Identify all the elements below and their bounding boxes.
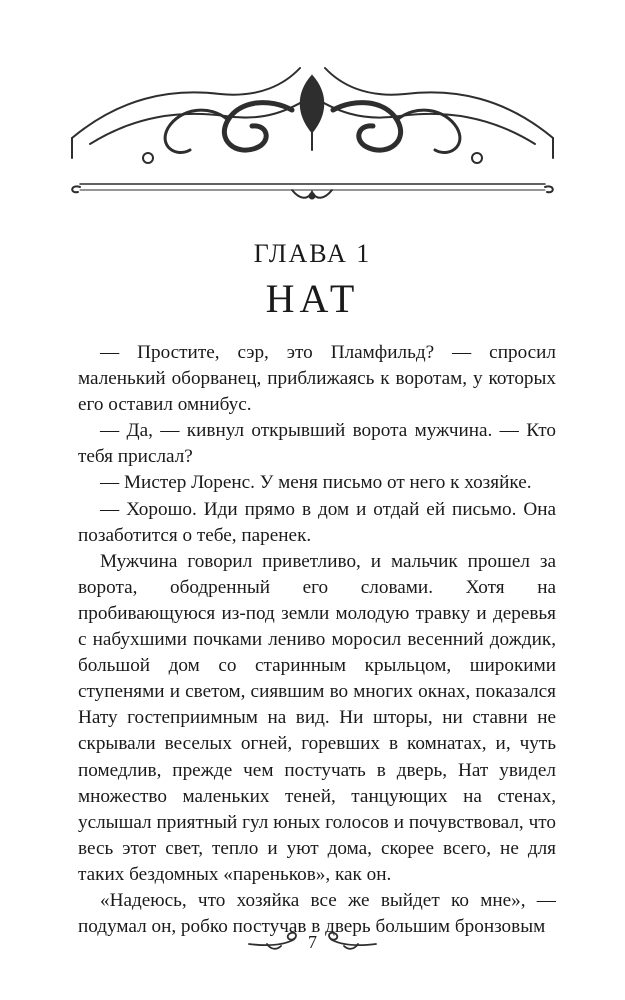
chapter-title: НАТ xyxy=(265,276,360,321)
paragraph: Мужчина говорил приветливо, и мальчик прошел за ворота, ободренный его словами. Хотя на пробивающуюся из-под земли молодую травку и деревья с набухшими почками лениво моросил весенний дождик, большой дом со старинным крыльцом, широкими ступенями и светом, сиявшим во многих окнах, показался Нату гостеприимным на вид. Ни шторы, ни ставни не скрывали веселых огней, горевших в комнатах, и, чуть помедлив, прежде чем постучать в дверь, Нат увидел множество маленьких теней, танцующих на стенах, услышал приятный гул юных голосов и почувствовал, что весь этот свет, тепло и уют дома, скорее всего, не для таких бездомных «пареньков», как он. xyxy=(78,550,556,885)
paragraph: — Хорошо. Иди прямо в дом и отдай ей письмо. Она позаботится о тебе, паренек. xyxy=(78,498,556,546)
paragraph: — Да, — кивнул открывший ворота мужчина. — Кто тебя прислал? xyxy=(78,420,556,468)
chapter-body xyxy=(78,340,556,940)
page-number: 7 xyxy=(308,932,317,952)
chapter-number: ГЛАВА 1 xyxy=(253,239,372,268)
scroll-ornament-icon xyxy=(60,58,565,208)
paragraph: «Надеюсь, что хозяйка все же выйдет ко мне», — подумал он, робко постучав в дверь большим бронзовым xyxy=(78,889,556,938)
paragraph: — Мистер Лоренс. У меня письмо от него к хозяйке. xyxy=(100,472,532,494)
paragraph: — Простите, сэр, это Пламфильд? — спросил маленький оборванец, приближаясь к воротам, у которых его оставил омнибус. xyxy=(78,342,556,416)
